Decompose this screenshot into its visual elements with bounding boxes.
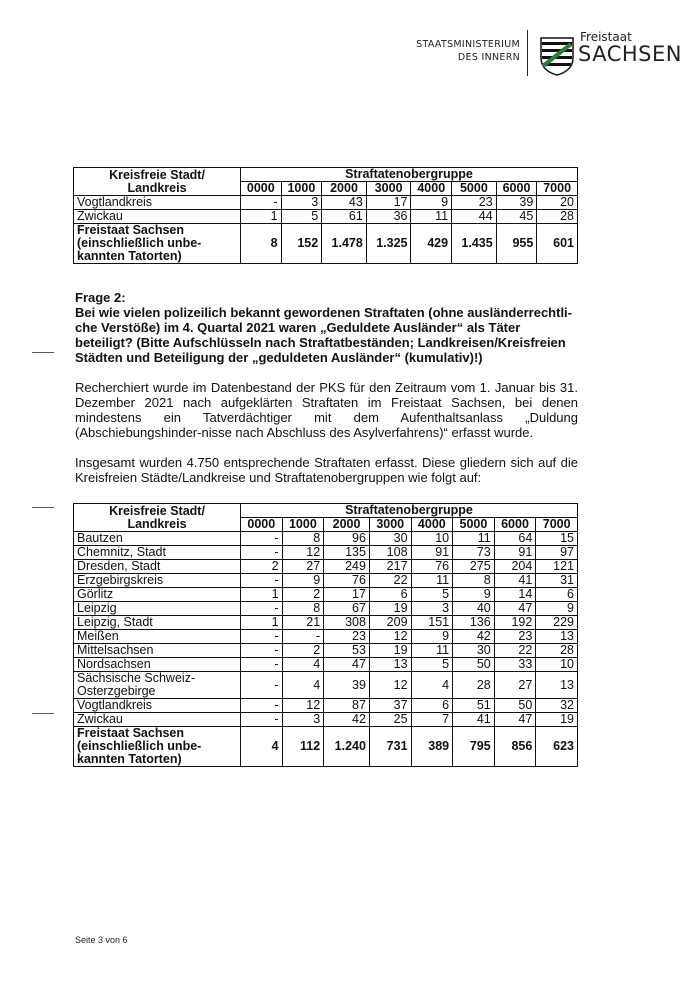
column-code: 1000 — [281, 182, 322, 196]
cell-value: 73 — [453, 546, 495, 560]
total-value: 1.240 — [324, 727, 370, 767]
table-row — [74, 546, 578, 560]
total-value: 389 — [411, 727, 453, 767]
cell-value: 8 — [282, 532, 324, 546]
cell-value: 108 — [369, 546, 411, 560]
cell-value: 11 — [411, 644, 453, 658]
column-code: 3000 — [366, 182, 411, 196]
column-code: 5000 — [453, 518, 495, 532]
cell-value: 13 — [536, 630, 578, 644]
cell-value: 25 — [369, 713, 411, 727]
cell-value: 5 — [411, 658, 453, 672]
cell-value: 51 — [453, 699, 495, 713]
cell-value: 23 — [494, 630, 536, 644]
region-name: Vogtlandkreis — [74, 699, 241, 713]
cell-value: 21 — [282, 616, 324, 630]
column-code: 3000 — [369, 518, 411, 532]
table-row — [74, 588, 578, 602]
region-column-header: Kreisfreie Stadt/ Landkreis — [74, 504, 241, 532]
table-row — [74, 699, 578, 713]
cell-value: 192 — [494, 616, 536, 630]
cell-value: 30 — [453, 644, 495, 658]
column-code: 6000 — [496, 182, 537, 196]
total-row — [74, 727, 578, 767]
cell-value: 76 — [411, 560, 453, 574]
cell-value: - — [241, 630, 283, 644]
cell-value: 2 — [282, 588, 324, 602]
total-value: 856 — [494, 727, 536, 767]
table-row — [74, 560, 578, 574]
total-value: 8 — [241, 224, 282, 264]
region-column-header: Kreisfreie Stadt/ Landkreis — [74, 168, 241, 196]
margin-mark — [32, 352, 54, 353]
cell-value: - — [241, 196, 282, 210]
region-name: Dresden, Stadt — [74, 560, 241, 574]
cell-value: - — [241, 546, 283, 560]
cell-value: 217 — [369, 560, 411, 574]
cell-value: 27 — [494, 672, 536, 699]
cell-value: 30 — [369, 532, 411, 546]
cell-value: 96 — [324, 532, 370, 546]
cell-value: 20 — [537, 196, 578, 210]
cell-value: 2 — [241, 560, 283, 574]
cell-value: 15 — [536, 532, 578, 546]
answer-paragraph-1: Recherchiert wurde im Datenbestand der PKS für den Zeitraum vom 1. Januar bis 31. Dezember 2021 nach aufgeklärten Straftaten im Freistaat Sachsen, bei denen mindestens ein Tatverdächtiger mit dem Aufenthaltsanlass „Duldung (Abschiebungshinder-nisse nach Abschluss des Asylverfahrens)“ erfasst wurde. — [75, 380, 578, 440]
ministry-line-2: DES INNERN — [457, 52, 520, 63]
column-code: 0000 — [241, 518, 283, 532]
cell-value: 41 — [453, 713, 495, 727]
cell-value: 11 — [411, 210, 452, 224]
offences-table-continued — [73, 167, 578, 264]
cell-value: 61 — [322, 210, 367, 224]
cell-value: 32 — [536, 699, 578, 713]
table-row — [74, 672, 578, 699]
region-name: Bautzen — [74, 532, 241, 546]
total-label: Freistaat Sachsen (einschließlich unbe- kannten Tatorten) — [74, 727, 241, 767]
table-row — [74, 602, 578, 616]
cell-value: 28 — [453, 672, 495, 699]
region-name: Leipzig, Stadt — [74, 616, 241, 630]
cell-value: 10 — [411, 532, 453, 546]
total-label: Freistaat Sachsen (einschließlich unbe- kannten Tatorten) — [74, 224, 241, 264]
cell-value: 9 — [536, 602, 578, 616]
cell-value: 204 — [494, 560, 536, 574]
region-name: Sächsische Schweiz- Osterzgebirge — [74, 672, 241, 699]
column-code: 7000 — [537, 182, 578, 196]
cell-value: 39 — [324, 672, 370, 699]
table-row — [74, 196, 578, 210]
region-name: Meißen — [74, 630, 241, 644]
saxony-crest-icon — [539, 36, 575, 76]
cell-value: 8 — [453, 574, 495, 588]
cell-value: 3 — [282, 713, 324, 727]
region-name: Chemnitz, Stadt — [74, 546, 241, 560]
table-row — [74, 532, 578, 546]
cell-value: 97 — [536, 546, 578, 560]
region-name: Erzgebirgskreis — [74, 574, 241, 588]
total-value: 1.435 — [452, 224, 497, 264]
table-row — [74, 658, 578, 672]
cell-value: 33 — [494, 658, 536, 672]
cell-value: 9 — [282, 574, 324, 588]
cell-value: 135 — [324, 546, 370, 560]
cell-value: 64 — [494, 532, 536, 546]
cell-value: 17 — [366, 196, 411, 210]
cell-value: 4 — [282, 672, 324, 699]
cell-value: 67 — [324, 602, 370, 616]
cell-value: 275 — [453, 560, 495, 574]
group-header: Straftatenobergruppe — [241, 168, 578, 182]
cell-value: - — [282, 630, 324, 644]
cell-value: 9 — [411, 196, 452, 210]
cell-value: - — [241, 644, 283, 658]
page-number: Seite 3 von 6 — [75, 935, 128, 945]
total-value: 429 — [411, 224, 452, 264]
cell-value: 44 — [452, 210, 497, 224]
cell-value: 209 — [369, 616, 411, 630]
cell-value: 6 — [411, 699, 453, 713]
cell-value: 4 — [282, 658, 324, 672]
cell-value: 19 — [369, 602, 411, 616]
cell-value: 41 — [494, 574, 536, 588]
cell-value: - — [241, 713, 283, 727]
question-block — [75, 290, 578, 365]
margin-mark — [32, 507, 54, 508]
cell-value: 22 — [369, 574, 411, 588]
cell-value: 47 — [494, 713, 536, 727]
cell-value: 11 — [453, 532, 495, 546]
cell-value: 6 — [369, 588, 411, 602]
table-row — [74, 644, 578, 658]
cell-value: 229 — [536, 616, 578, 630]
cell-value: 76 — [324, 574, 370, 588]
total-value: 4 — [241, 727, 283, 767]
column-code: 2000 — [322, 182, 367, 196]
group-header: Straftatenobergruppe — [241, 504, 578, 518]
cell-value: - — [241, 672, 283, 699]
cell-value: 23 — [324, 630, 370, 644]
cell-value: 42 — [324, 713, 370, 727]
region-name: Leipzig — [74, 602, 241, 616]
cell-value: 13 — [369, 658, 411, 672]
cell-value: 308 — [324, 616, 370, 630]
total-value: 112 — [282, 727, 324, 767]
question-title: Frage 2: — [75, 290, 126, 305]
table-row — [74, 616, 578, 630]
cell-value: 36 — [366, 210, 411, 224]
cell-value: 28 — [536, 644, 578, 658]
region-name: Mittelsachsen — [74, 644, 241, 658]
cell-value: - — [241, 658, 283, 672]
cell-value: 50 — [494, 699, 536, 713]
cell-value: 37 — [369, 699, 411, 713]
cell-value: 6 — [536, 588, 578, 602]
cell-value: 4 — [411, 672, 453, 699]
cell-value: 1 — [241, 210, 282, 224]
table-header-row — [74, 168, 578, 182]
cell-value: 47 — [494, 602, 536, 616]
total-value: 623 — [536, 727, 578, 767]
cell-value: 12 — [369, 630, 411, 644]
total-value: 1.478 — [322, 224, 367, 264]
cell-value: 40 — [453, 602, 495, 616]
cell-value: 42 — [453, 630, 495, 644]
cell-value: 13 — [536, 672, 578, 699]
header-divider — [527, 30, 528, 76]
cell-value: 2 — [282, 644, 324, 658]
region-name: Nordsachsen — [74, 658, 241, 672]
cell-value: 136 — [453, 616, 495, 630]
question-text: Bei wie vielen polizeilich bekannt gewordenen Straftaten (ohne ausländerrechtli-che Verstöße) im 4. Quartal 2021 waren „Geduldete Ausländer“ als Täter beteiligt? (Bitte Aufschlüsseln nach Straftatbeständen; Landkreisen/Kreisfreien Städten und Beteiligung der „geduldeten Ausländer“ (kumulativ)!) — [75, 305, 572, 365]
total-row — [74, 224, 578, 264]
region-name: Zwickau — [74, 210, 241, 224]
total-value: 795 — [453, 727, 495, 767]
cell-value: 43 — [322, 196, 367, 210]
logo-freistaat: Freistaat — [580, 30, 632, 44]
cell-value: 151 — [411, 616, 453, 630]
total-value: 152 — [281, 224, 322, 264]
margin-mark — [32, 713, 54, 714]
table-row — [74, 574, 578, 588]
cell-value: 45 — [496, 210, 537, 224]
cell-value: 47 — [324, 658, 370, 672]
cell-value: 19 — [369, 644, 411, 658]
table-row — [74, 210, 578, 224]
cell-value: 12 — [282, 699, 324, 713]
cell-value: - — [241, 532, 283, 546]
total-value: 955 — [496, 224, 537, 264]
cell-value: 7 — [411, 713, 453, 727]
cell-value: 12 — [369, 672, 411, 699]
cell-value: 19 — [536, 713, 578, 727]
cell-value: 3 — [281, 196, 322, 210]
column-code: 4000 — [411, 518, 453, 532]
region-name: Görlitz — [74, 588, 241, 602]
total-value: 1.325 — [366, 224, 411, 264]
cell-value: 39 — [496, 196, 537, 210]
table-row — [74, 713, 578, 727]
cell-value: 22 — [494, 644, 536, 658]
table-row — [74, 630, 578, 644]
table-header-row — [74, 504, 578, 518]
logo-sachsen: SACHSEN — [578, 42, 682, 66]
cell-value: 11 — [411, 574, 453, 588]
cell-value: - — [241, 574, 283, 588]
column-code: 2000 — [324, 518, 370, 532]
cell-value: 5 — [411, 588, 453, 602]
cell-value: 3 — [411, 602, 453, 616]
cell-value: 5 — [281, 210, 322, 224]
cell-value: 12 — [282, 546, 324, 560]
cell-value: 53 — [324, 644, 370, 658]
column-code: 6000 — [494, 518, 536, 532]
cell-value: 27 — [282, 560, 324, 574]
cell-value: 23 — [452, 196, 497, 210]
cell-value: 9 — [411, 630, 453, 644]
column-code: 7000 — [536, 518, 578, 532]
ministry-name — [392, 38, 520, 64]
cell-value: 87 — [324, 699, 370, 713]
cell-value: 10 — [536, 658, 578, 672]
cell-value: 1 — [241, 616, 283, 630]
cell-value: 91 — [494, 546, 536, 560]
offences-table — [73, 503, 578, 767]
column-code: 4000 — [411, 182, 452, 196]
cell-value: 1 — [241, 588, 283, 602]
cell-value: 8 — [282, 602, 324, 616]
cell-value: 9 — [453, 588, 495, 602]
answer-paragraph-2: Insgesamt wurden 4.750 entsprechende Straftaten erfasst. Diese gliedern sich auf die Kreisfreien Städte/Landkreise und Straftatenobergruppen wie folgt auf: — [75, 455, 578, 485]
cell-value: 91 — [411, 546, 453, 560]
column-code: 5000 — [452, 182, 497, 196]
cell-value: - — [241, 699, 283, 713]
total-value: 601 — [537, 224, 578, 264]
column-code: 0000 — [241, 182, 282, 196]
cell-value: 50 — [453, 658, 495, 672]
region-name: Zwickau — [74, 713, 241, 727]
total-value: 731 — [369, 727, 411, 767]
cell-value: - — [241, 602, 283, 616]
cell-value: 28 — [537, 210, 578, 224]
cell-value: 17 — [324, 588, 370, 602]
cell-value: 249 — [324, 560, 370, 574]
cell-value: 31 — [536, 574, 578, 588]
ministry-line-1: STAATSMINISTERIUM — [416, 39, 520, 50]
column-code: 1000 — [282, 518, 324, 532]
cell-value: 121 — [536, 560, 578, 574]
cell-value: 14 — [494, 588, 536, 602]
region-name: Vogtlandkreis — [74, 196, 241, 210]
